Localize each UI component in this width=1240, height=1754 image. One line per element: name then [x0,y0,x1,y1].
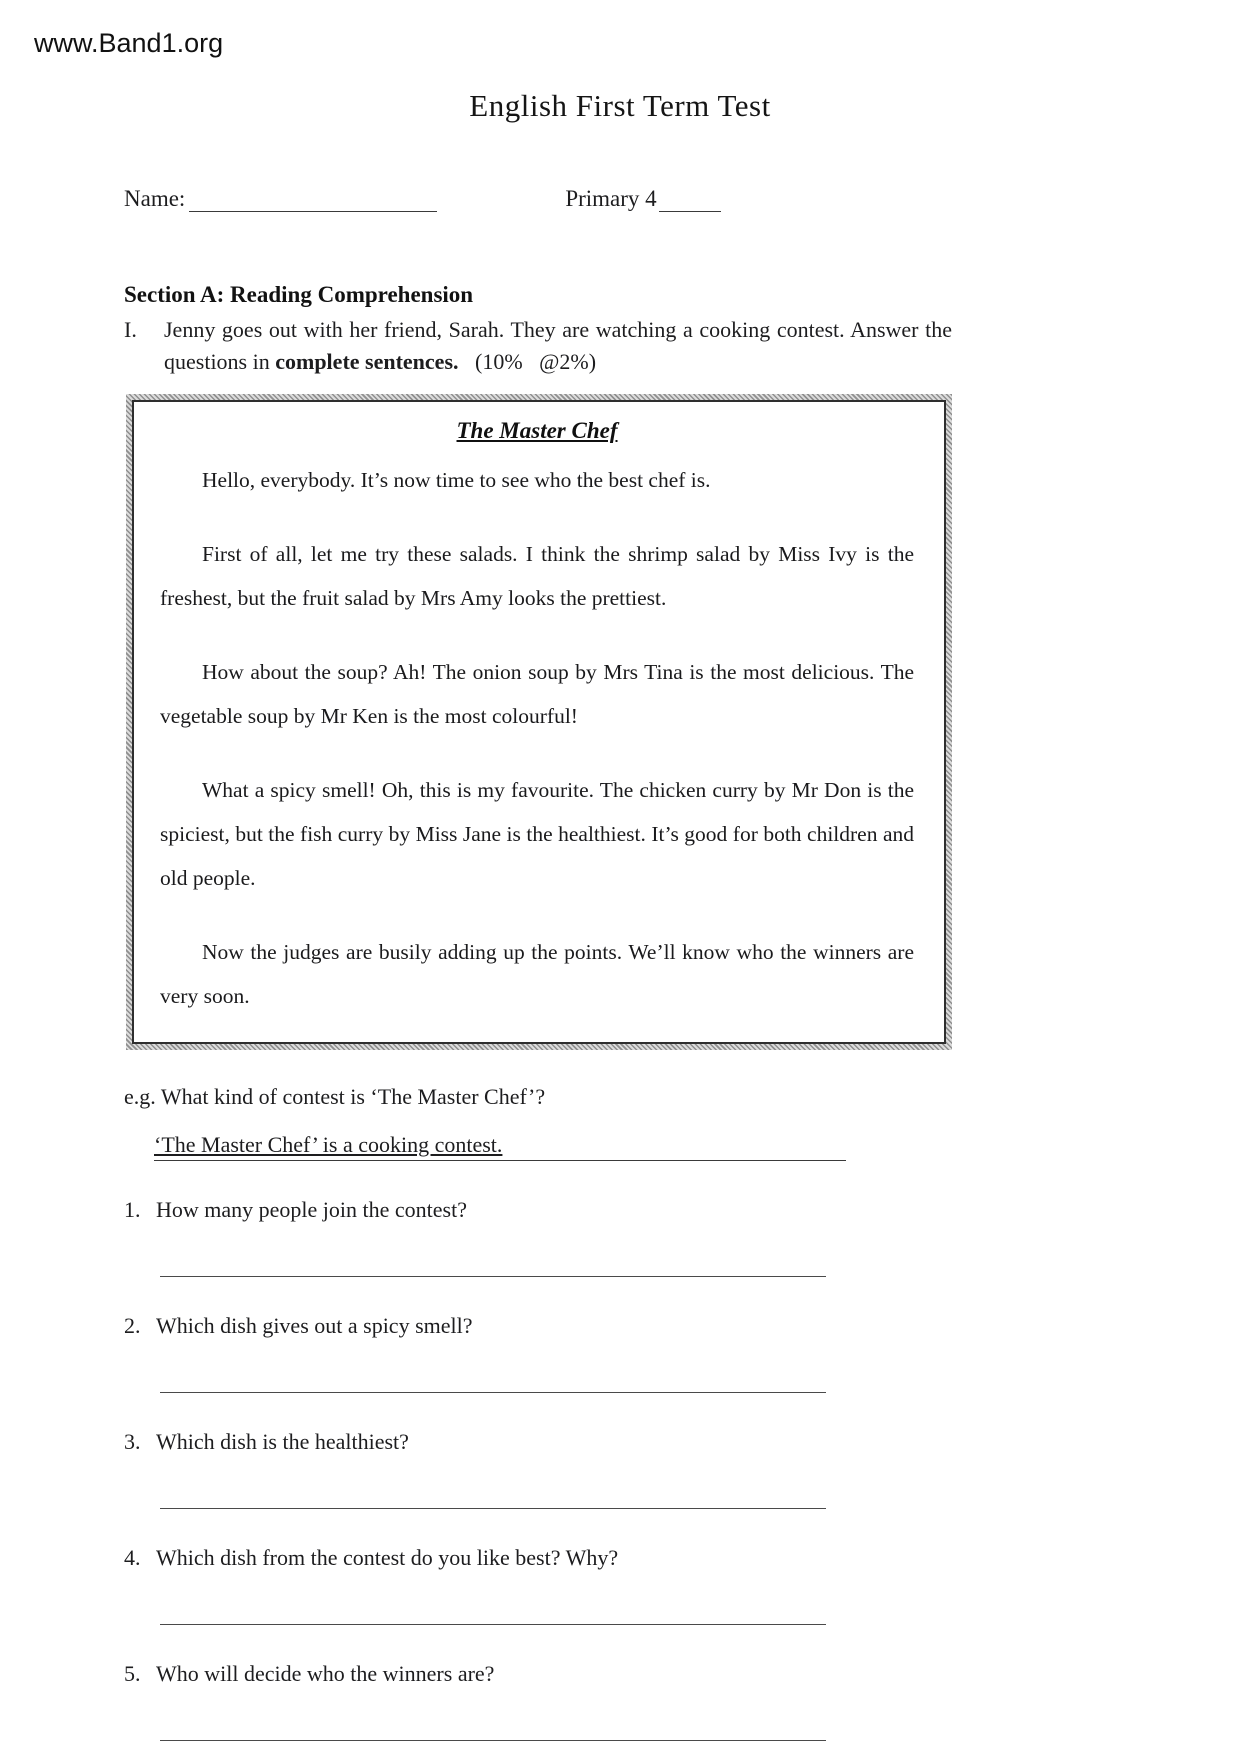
passage-box-inner [132,400,946,1045]
instruction-part-2: (10% @2%) [458,348,597,374]
question-row [124,1661,952,1687]
question-row [124,1197,952,1223]
passage-paragraph: How about the soup? Ah! The onion soup by Mrs Tina is the most delicious. The vegetable soup by Mr Ken is the most colourful! [160,659,914,729]
class-blank-line [659,187,721,212]
name-blank-line [189,187,437,212]
passage-paragraph: What a spicy smell! Oh, this is my favourite. The chicken curry by Mr Don is the spiciest, but the fish curry by Miss Jane is the healthiest. It’s good for both children and old people. [160,778,914,891]
name-row [124,186,1240,212]
question-number: 1. [124,1197,141,1223]
question-row [124,1429,952,1455]
answer-blank-line [160,1739,826,1741]
instruction-part-1: Jenny goes out with her friend, Sarah. They are watching a cooking contest. Answer the questions in [164,317,952,374]
page-title: English First Term Test [469,88,771,123]
answer-blank-line [160,1623,826,1625]
passage-paragraph: First of all, let me try these salads. I think the shrimp salad by Miss Ivy is the freshest, but the fruit salad by Mrs Amy looks the prettiest. [160,541,914,610]
question-number: 3. [124,1429,141,1455]
answer-blank-line [160,1275,826,1277]
question-number: 5. [124,1661,141,1687]
passage-box [126,394,952,1051]
answer-blank-line [160,1507,826,1509]
example-question: e.g. What kind of contest is ‘The Master Chef’? [124,1084,546,1110]
question-text: Which dish gives out a spicy smell? [156,1313,473,1339]
instruction-text [124,314,952,378]
example-answer-line [154,1132,846,1161]
question-text: How many people join the contest? [156,1197,467,1223]
question-row [124,1313,952,1339]
question-number: 4. [124,1545,141,1571]
instruction-bold: complete sentences. [275,348,459,374]
passage-title: The Master Chef [456,417,618,443]
section-numeral: I. [124,317,137,342]
question-row [124,1545,952,1571]
answer-blank-line [160,1391,826,1393]
section-heading: Section A: Reading Comprehension [124,282,474,307]
passage-paragraph: Hello, everybody. It’s now time to see who the best chef is. [202,467,711,492]
example-answer: ‘The Master Chef’ is a cooking contest. [154,1132,503,1158]
name-label: Name: [124,186,186,211]
question-text: Who will decide who the winners are? [156,1661,495,1687]
question-text: Which dish is the healthiest? [156,1429,409,1455]
question-text: Which dish from the contest do you like best? Why? [156,1545,619,1571]
class-label: Primary 4 [565,186,657,211]
passage-paragraph: Now the judges are busily adding up the points. We’ll know who the winners are very soon. [160,940,914,1009]
section-instruction [124,314,952,378]
question-number: 2. [124,1313,141,1339]
site-watermark: www.Band1.org [34,28,224,58]
